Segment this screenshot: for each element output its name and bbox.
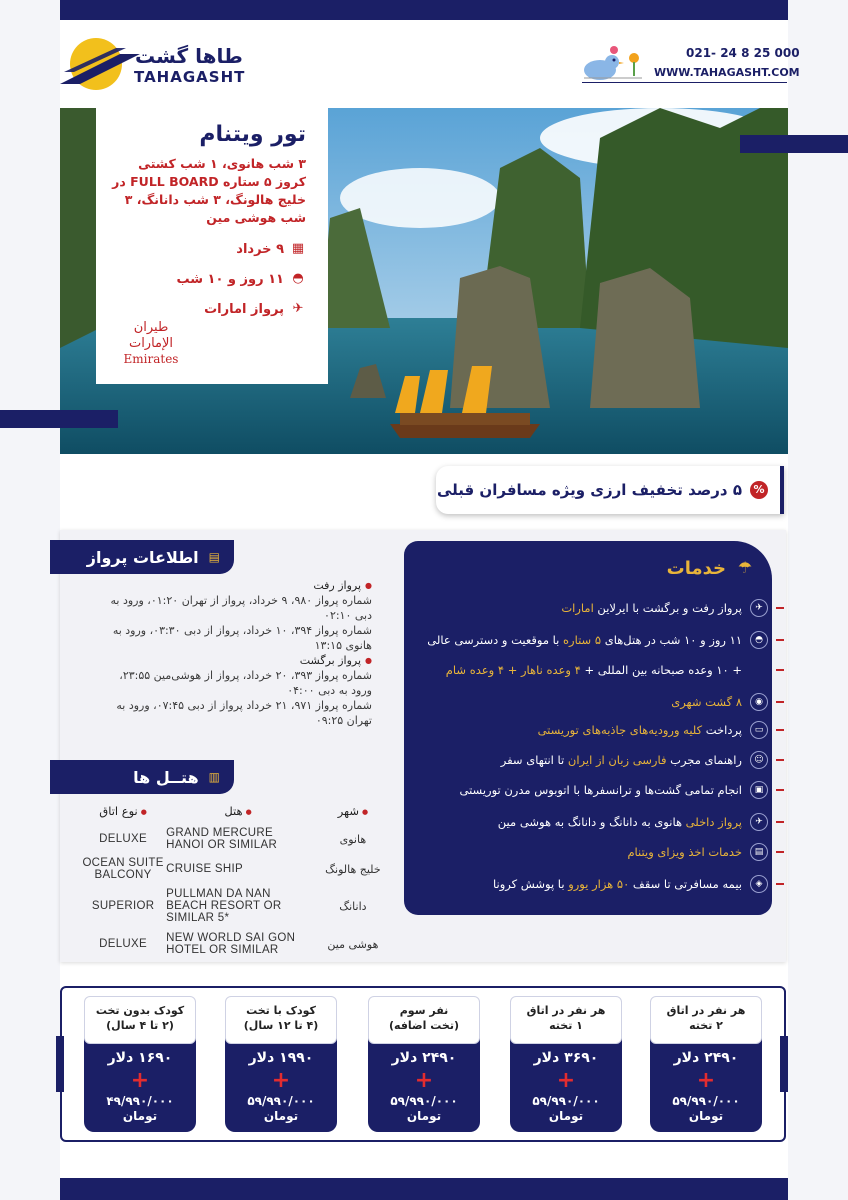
return-heading-text: ● پرواز برگشت [299,654,362,667]
logo-text-fa: طاها گشت [135,44,243,68]
return-heading [96,653,372,668]
price-label-line2: (۲ تا ۴ سال) [106,1019,174,1032]
tour-duration-text: ۱۱ روز و ۱۰ شب [176,271,284,287]
price-card [650,996,762,1132]
service-text: + ۱۰ وعده صبحانه بین المللی + ۴ وعده ناهار + ۴ وعده شام [445,663,742,677]
hotel-city: خلیج هالونگ [325,862,381,876]
plus-icon: + [556,1068,576,1093]
header-room: ● نوع اتاق [80,804,166,818]
hotel-bell-icon: ◓ [292,271,304,286]
price-toman-unit: تومان [263,1109,299,1123]
flight-info-heading [50,540,234,574]
services-title: خدمات [666,557,726,579]
price-usd: ۳۶۹۰ دلار [533,1050,599,1066]
services-heading [667,555,758,581]
plus-icon: + [696,1068,716,1093]
room-type: DELUXE [99,833,147,845]
camera-icon: ◉ [750,693,768,711]
price-label-line1: هر نفر در اتاق [666,1004,746,1017]
hotel-table [80,804,396,960]
price-label-line1: نفر سوم [399,1004,449,1017]
bullet [776,883,784,885]
flight-line: شماره پرواز ۳۹۳، ۲۰ خرداد، پرواز از هوشی‌مین ۲۳:۵۵، ورود به دبی ۰۴:۰۰ [119,669,372,697]
bullet [776,607,784,609]
price-label-line1: کودک با تخت [246,1004,316,1017]
hotel-city: هوشی مین [327,937,379,951]
service-item [414,693,772,711]
flight-line: شماره پرواز ۹۸۰، ۹ خرداد، پرواز از تهران ۰۱:۲۰، ورود به دبی ۰۲:۱۰ [110,594,372,622]
header-city: ● شهر [310,804,396,818]
hotel-name: GRAND MERCURE HANOI OR SIMILAR [166,827,278,851]
price-toman-amount: ۵۹/۹۹۰/۰۰۰ [247,1094,315,1108]
bullet [776,701,784,703]
calendar-icon: ▦ [291,241,305,256]
price-label [510,996,622,1044]
service-item [414,781,772,799]
hotel-name: PULLMAN DA NAN BEACH RESORT OR SIMILAR 5* [166,888,282,924]
hero-accent-stripe [0,410,118,428]
room-type: SUPERIOR [91,900,155,912]
tour-title: تور ویتنام [199,122,306,147]
table-row [80,928,396,960]
logo-text-en: TAHAGASHT [134,68,246,86]
header-hotel: ● هتل [166,804,310,818]
service-item [414,721,772,739]
price-label-line1: کودک بدون تخت [95,1004,185,1017]
service-item [414,751,772,769]
price-toman [368,1094,480,1124]
price-accent [56,1036,64,1092]
service-item [414,813,772,831]
price-usd: ۱۹۹۰ دلار [248,1050,314,1066]
price-toman [225,1094,337,1124]
price-label-line2: (تخت اضافه) [389,1019,459,1032]
hotel-city: دانانگ [339,899,367,913]
hotel-name: NEW WORLD SAI GON HOTEL OR SIMILAR [166,932,296,956]
building-icon: ▥ [208,770,220,784]
price-card [368,996,480,1132]
price-card [225,996,337,1132]
price-label [225,996,337,1044]
price-label-line2: ۱ تخته [549,1019,583,1032]
service-text: ۱۱ روز و ۱۰ شب در هتل‌های ۵ ستاره با موقعیت و دسترسی عالی [427,633,742,647]
website-link[interactable]: WWW.TAHAGASHT.COM [654,66,800,79]
price-toman-unit: تومان [406,1109,442,1123]
service-item [414,843,772,861]
plane-icon: ✈ [750,599,768,617]
price-toman-amount: ۵۹/۹۹۰/۰۰۰ [532,1094,600,1108]
price-label-line2: (۴ تا ۱۲ سال) [243,1019,319,1032]
service-item [414,875,772,893]
percent-icon: % [750,481,768,499]
top-bar [60,0,788,20]
phone-number[interactable]: 021- 24 8 25 000 [686,46,800,60]
tour-airline-text: پرواز امارات [204,301,284,317]
bullet [776,851,784,853]
price-usd: ۱۶۹۰ دلار [107,1050,173,1066]
price-label-line1: هر نفر در اتاق [526,1004,606,1017]
service-text: انجام تمامی گشت‌ها و ترانسفرها با اتوبوس مدرن توریستی [459,783,742,797]
document-icon: ▤ [750,843,768,861]
service-text: پرواز داخلی هانوی به دانانگ و دانانگ به هوشی مین [497,815,742,829]
room-type: DELUXE [99,938,147,950]
tour-date-text: ۹ خرداد [236,241,284,257]
emirates-logo [116,320,186,366]
plane-icon: ✈ [292,301,304,316]
bird-icon [578,44,648,84]
emirates-logo-en: Emirates [123,352,179,366]
price-toman [510,1094,622,1124]
bus-icon: ▣ [750,781,768,799]
price-usd: ۲۴۹۰ دلار [673,1050,739,1066]
plane-icon: ✈ [750,813,768,831]
price-toman-amount: ۵۹/۹۹۰/۰۰۰ [390,1094,458,1108]
discount-banner [436,466,784,514]
service-text: پرواز رفت و برگشت با ایرلاین امارات [561,601,742,615]
bell-icon: ◓ [750,631,768,649]
hotel-city: هانوی [339,832,367,846]
table-row [80,854,396,884]
price-toman-unit: تومان [122,1109,158,1123]
flight-line: شماره پرواز ۳۹۴، ۱۰ خرداد، پرواز از دبی ۰۳:۳۰، ورود به هانوی ۱۳:۱۵ [112,624,372,652]
document-icon: ▤ [208,550,220,564]
service-item [414,599,772,617]
emirates-logo-ar: طيران الإمارات [128,320,174,351]
table-row [80,884,396,928]
hotel-table-header [80,804,396,818]
price-label-line2: ۲ تخته [689,1019,723,1032]
price-toman-unit: تومان [548,1109,584,1123]
plus-icon: + [130,1068,150,1093]
services-panel [404,541,772,915]
price-toman [84,1094,196,1124]
hotel-name: CRUISE SHIP [166,863,243,875]
bullet [776,639,784,641]
bullet [776,729,784,731]
tour-date [110,241,306,257]
flight-info [96,578,372,728]
tour-duration [110,271,306,287]
tour-description: ۳ شب هانوی، ۱ شب کشتی کروز ۵ ستاره FULL BOARD در خلیج هالونگ، ۳ شب دانانگ، ۳ شب هوشی مین [112,156,306,225]
price-card [84,996,196,1132]
price-toman-amount: ۴۹/۹۹۰/۰۰۰ [106,1094,174,1108]
bullet [776,759,784,761]
guide-icon: ☺ [750,751,768,769]
price-toman [650,1094,762,1124]
departure-heading [96,578,372,593]
service-text: ۸ گشت شهری [671,695,742,709]
service-text: بیمه مسافرتی تا سقف ۵۰ هزار یورو با پوشش کرونا [492,877,742,891]
hotels-heading [50,760,234,794]
shield-icon: ◈ [750,875,768,893]
price-label [84,996,196,1044]
price-label [650,996,762,1044]
hotels-title: هتــل ها [133,767,199,787]
tour-airline [110,301,306,317]
plus-icon: + [414,1068,434,1093]
ticket-icon: ▭ [750,721,768,739]
service-text: خدمات اخذ ویزای ویتنام [627,845,742,859]
discount-text: ۵ درصد تخفیف ارزی ویژه مسافران قبلی [436,481,742,499]
plus-icon: + [271,1068,291,1093]
service-text: پرداخت کلیه ورودیه‌های جاذبه‌های توریستی [537,723,742,737]
departure-heading-text: ● پرواز رفت [313,579,362,592]
bullet [776,669,784,671]
price-toman-unit: تومان [688,1109,724,1123]
price-card [510,996,622,1132]
service-item [414,631,772,649]
flight-info-title: اطلاعات پرواز [86,547,199,567]
service-hand-icon: ☂ [737,558,753,577]
price-usd: ۲۴۹۰ دلار [391,1050,457,1066]
price-toman-amount: ۵۹/۹۹۰/۰۰۰ [672,1094,740,1108]
price-accent [780,1036,788,1092]
table-row [80,824,396,854]
price-label [368,996,480,1044]
hero-accent-stripe [740,135,848,153]
bullet [776,821,784,823]
service-text: راهنمای مجرب فارسی زبان از ایران تا انتهای سفر [500,753,742,767]
bullet [776,789,784,791]
bottom-bar [60,1178,788,1200]
service-item [414,663,772,677]
flight-line: شماره پرواز ۹۷۱، ۲۱ خرداد پرواز از دبی ۰۷:۴۵، ورود به تهران ۰۹:۲۵ [116,699,372,727]
room-type: OCEAN SUITE BALCONY [82,857,164,881]
divider [582,82,787,83]
